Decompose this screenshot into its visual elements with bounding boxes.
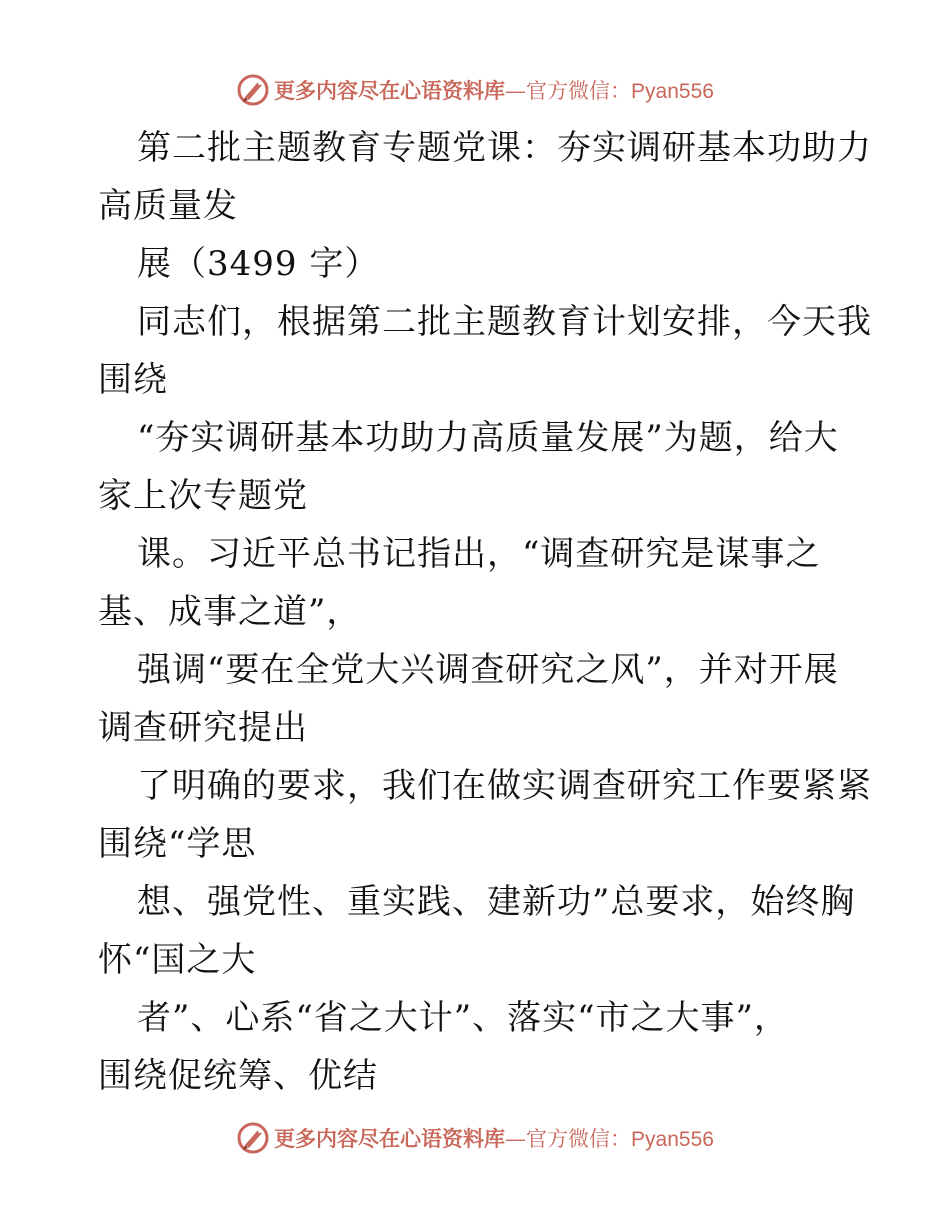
text-line: 怀“国之大 — [98, 940, 257, 980]
watermark-id: Pyan556 — [631, 80, 714, 103]
watermark-brand: 更多内容尽在心语资料库 — [274, 1126, 506, 1151]
text-line: 同志们，根据第二批主题教育计划安排，今天我 — [137, 302, 872, 342]
text-line: 者”、心系“省之大计”、落实“市之大事”， — [137, 998, 789, 1038]
watermark-id: Pyan556 — [631, 1128, 714, 1151]
text-line: 高质量发 — [98, 186, 238, 226]
text-line: 家上次专题党 — [98, 476, 308, 516]
text-line: 围绕促统筹、优结 — [98, 1056, 378, 1096]
watermark-suffix: —官方微信： — [505, 1127, 632, 1151]
pen-logo-icon — [236, 1121, 270, 1155]
header-watermark — [0, 70, 950, 110]
pen-logo-icon — [236, 73, 270, 107]
text-line: 围绕“学思 — [98, 824, 257, 864]
text-line: 展（3499 字） — [137, 244, 380, 284]
text-line: “夯实调研基本功助力高质量发展”为题，给大 — [137, 418, 839, 458]
text-line: 基、成事之道”， — [98, 592, 362, 632]
text-line: 调查研究提出 — [98, 708, 308, 748]
text-line: 围绕 — [98, 360, 168, 400]
text-line: 强调“要在全党大兴调查研究之风”，并对开展 — [137, 650, 839, 690]
watermark-suffix: —官方微信： — [505, 79, 632, 103]
text-line: 了明确的要求，我们在做实调查研究工作要紧紧 — [137, 766, 872, 806]
text-line: 第二批主题教育专题党课：夯实调研基本功助力 — [137, 128, 872, 168]
text-line: 想、强党性、重实践、建新功”总要求，始终胸 — [137, 882, 856, 922]
footer-watermark — [0, 1118, 950, 1158]
watermark-brand: 更多内容尽在心语资料库 — [274, 78, 506, 103]
text-line: 课。习近平总书记指出，“调查研究是谋事之 — [137, 534, 821, 574]
